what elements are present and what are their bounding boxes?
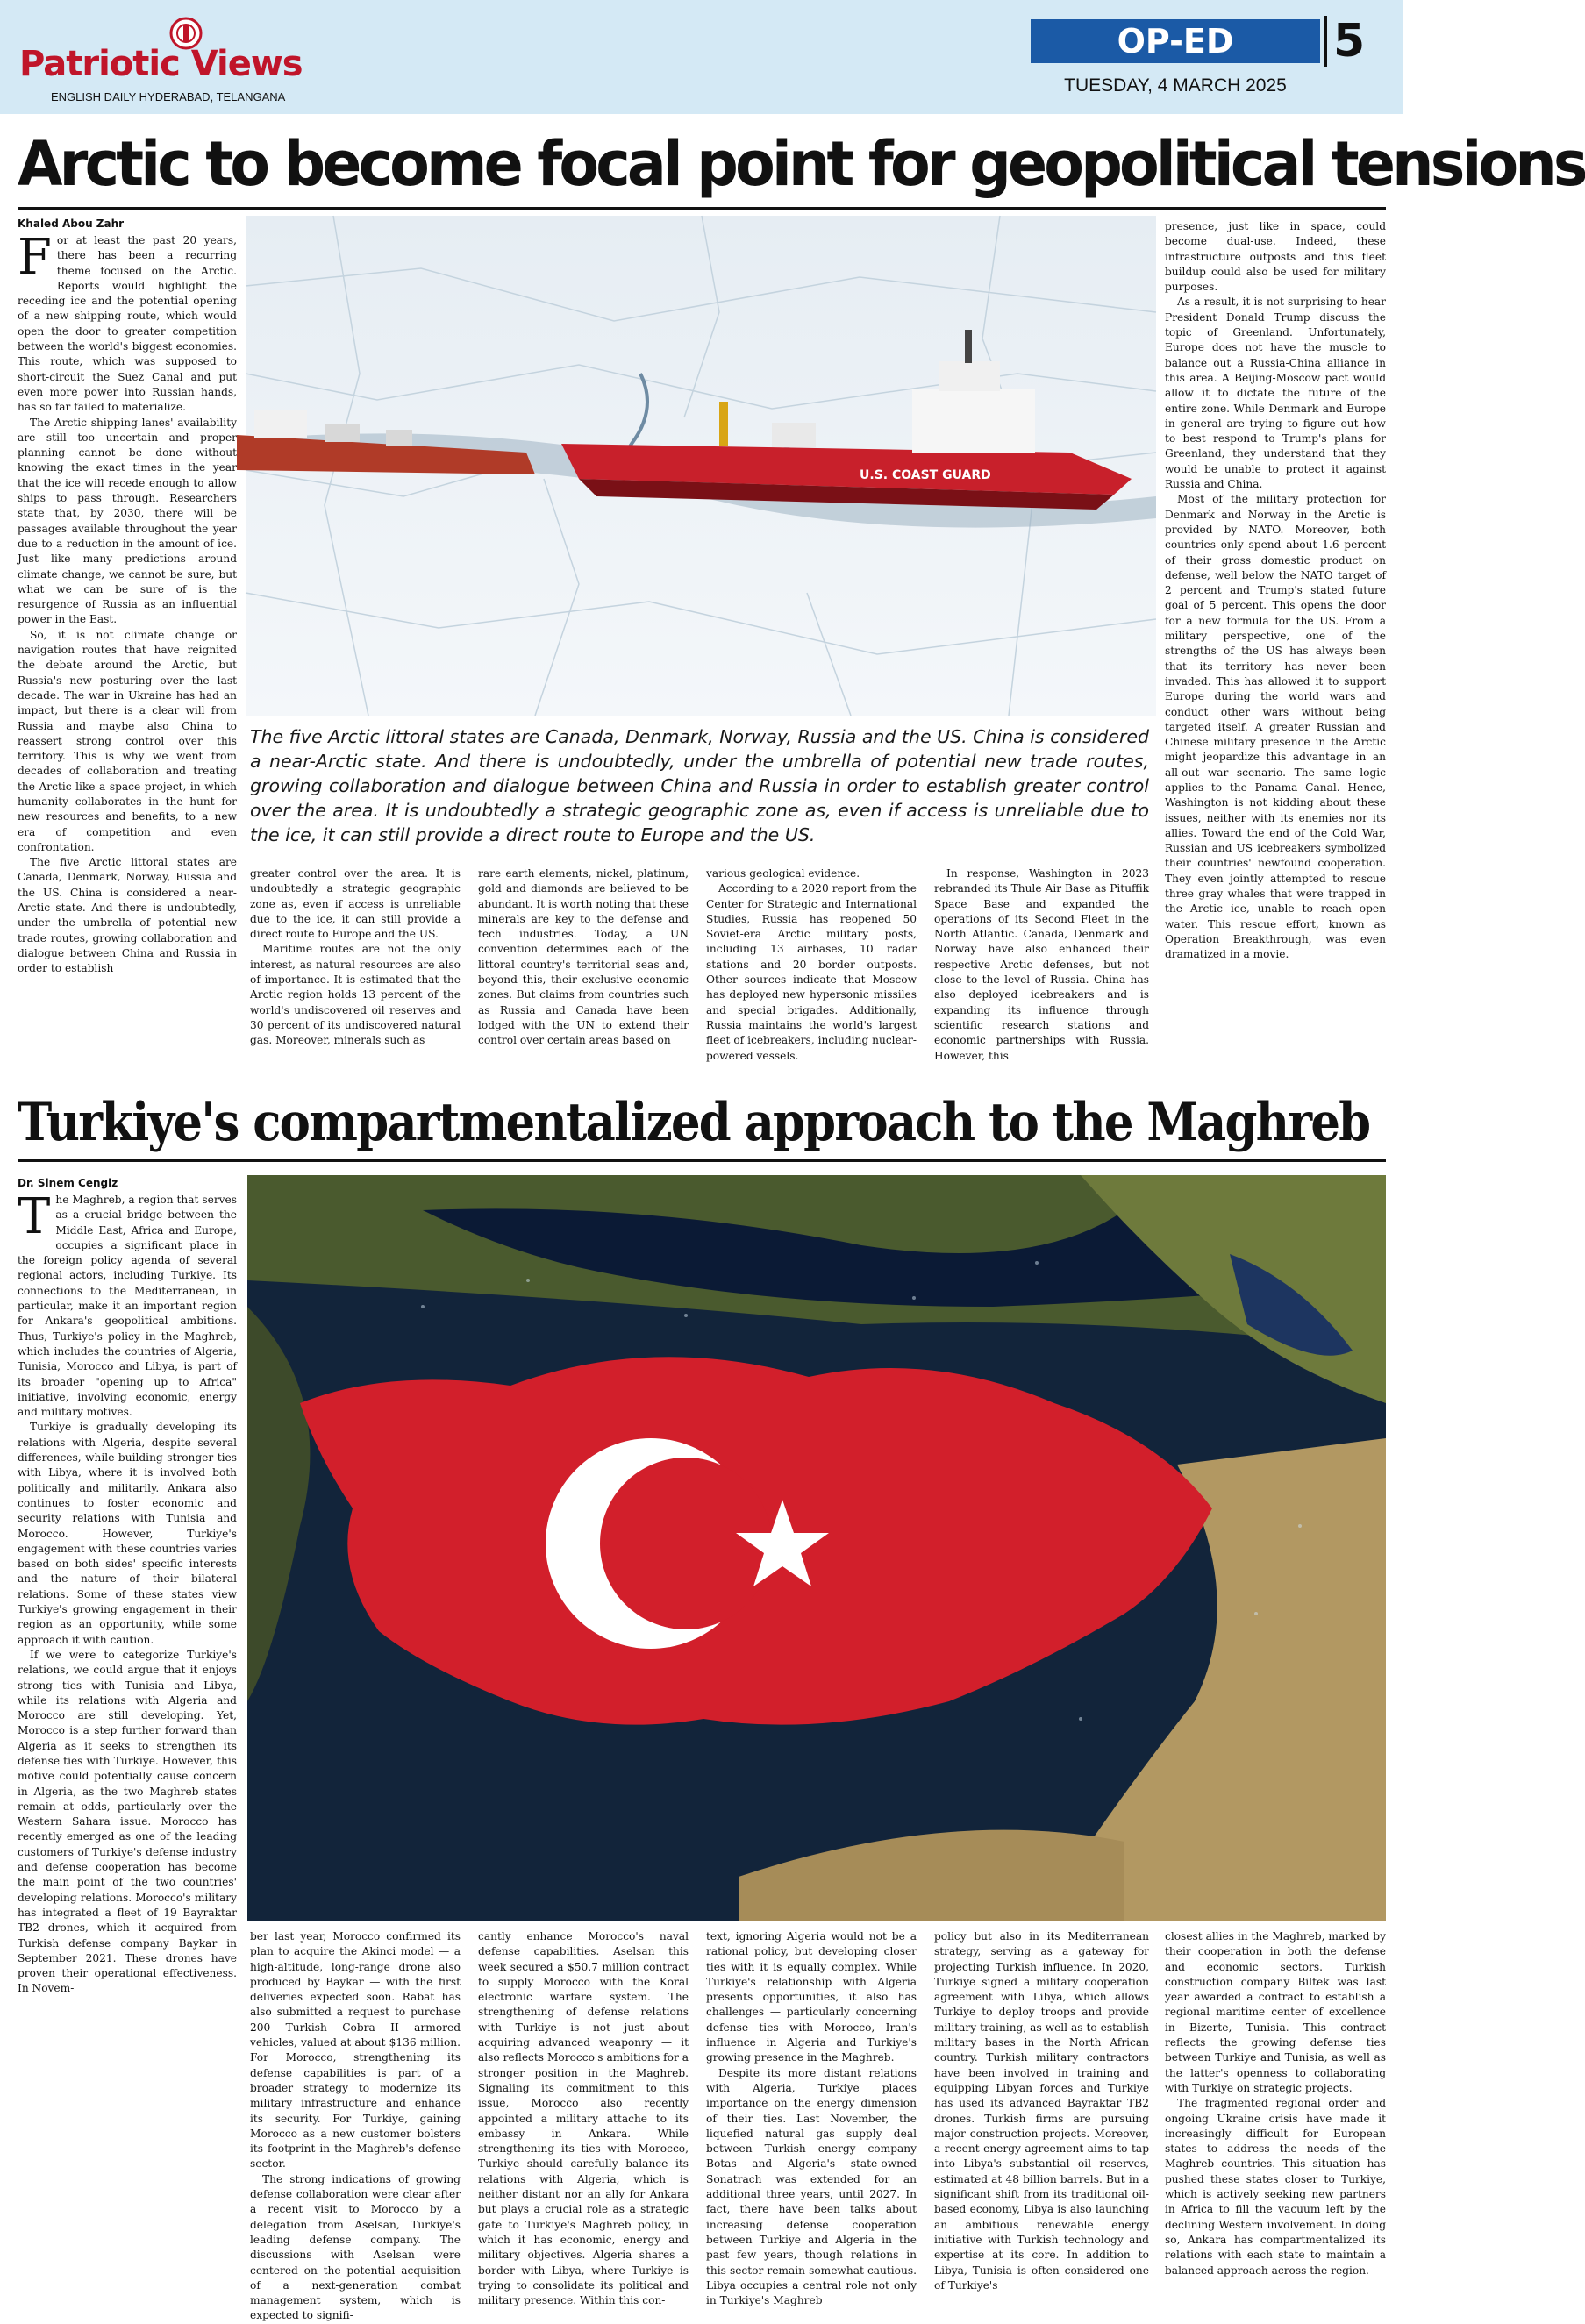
article2-byline: Dr. Sinem Cengiz [18, 1177, 118, 1189]
paragraph: various geological evidence. [706, 867, 860, 880]
article2-rule [18, 1159, 1386, 1162]
paragraph: text, ignoring Algeria would not be a rational policy, but developing closer ties with it is equally complex. While Turkiye's relationship with Algeria presents opportunities, it also has challenges — particularly concerning defense ties with Morocco, Iran's influence in Algeria and Turkiye's growing presence in the Maghreb. [706, 1930, 917, 2064]
paragraph: The five Arctic littoral states are Canada, Denmark, Norway, Russia and the US. China is considered a near-Arctic state. And there is undoubtedly, under the umbrella of potential new trade routes, growing collaboration and dialogue between China and Russia in order to establish [18, 856, 237, 975]
paragraph: According to a 2020 report from the Center for Strategic and International Studies, Russia has reopened 50 Soviet-era Arctic military posts, including 13 airbases, 10 radar stations and 20 border outposts. Other sources indicate that Moscow has deployed new hypersonic missiles and special brigades. Additionally, Russia maintains the world's largest fleet of icebreakers, including nuclear-powered vessels. [706, 882, 917, 1062]
dropcap: T [18, 1188, 51, 1245]
section-label: OP-ED [1031, 19, 1320, 63]
paragraph: presence, just like in space, could become dual-use. Indeed, these infrastructure outposts and this fleet buildup could also be used for military purposes. [1165, 220, 1386, 294]
article2-column-4 [706, 1929, 917, 2307]
paragraph: Most of the military protection for Denmark and Norway in the Arctic is provided by NATO. Moreover, both countries only spend about 1.6 percent of their gross domestic product on defense, well below the NATO target of 2 percent and Trump's stated future goal of 5 percent. This opens the door for a new formula for the US. From a military perspective, one of the strengths of the US has always been that its territory has never been invaded. This has allowed it to support Europe during the world wars and conduct other wars without being targeted itself. A greater Russian and Chinese military presence in the Arctic might jeopardize this advantage in an all-out war scenario. The same logic applies to the Panama Canal. Hence, Washington is not kidding about these issues, neither with its enemies nor its allies. Toward the end of the Cold War, Russian and US icebreakers symbolized their countries' newfound cooperation. They even jointly attempted to rescue three gray whales that were trapped in the Arctic ice, unable to reach open water. This rescue effort, known as Operation Breakthrough, was even dramatized in a movie. [1165, 493, 1386, 961]
paragraph: Despite its more distant relations with Algeria, Turkiye places importance on the energy dimension of their ties. Last November, the liquefied natural gas supply deal between Turkish energy company Botas and Algeria's state-owned Sonatrach was extended for an additional three years, until 2027. In fact, there have been talks about increasing defense cooperation between Turkiye and Algeria in the past few years, though relations in this sector remain somewhat cautious. Libya occupies a central role not only in Turkiye's Maghreb [706, 2066, 917, 2307]
paragraph: greater control over the area. It is undoubtedly a strategic geographic zone as, even if access is unreliable due to the ice, it can still provide a direct route to Europe and the US. [250, 867, 461, 941]
article1-headline: Arctic to become focal point for geopolitical tensions [18, 128, 1585, 200]
logo-title: Patriotic Views [19, 44, 303, 84]
newspaper-logo[interactable] [19, 16, 318, 103]
section-header [1031, 15, 1366, 68]
paragraph: The strong indications of growing defense collaboration were clear after a recent visit to Morocco by a delegation from Aselsan, Turkiye's leading defense company. The discussions with Aselsan were centered on the potential acquisition of a next-generation combat management system, which is expected to signifi- [250, 2172, 461, 2322]
paragraph: So, it is not climate change or navigation routes that have reignited the debate around the Arctic, but Russia's new posturing over the last decade. The war in Ukraine has had an impact, but there is a clear will from Russia and maybe also China to reassert strong control over this territory. This is why we went from decades of collaboration and treating the Arctic like a space project, in which humanity collaborates in the hunt for new resources and benefits, to a new era of competition and even confrontation. [18, 628, 237, 853]
section-divider [1324, 16, 1327, 67]
page-number: 5 [1333, 15, 1366, 68]
paragraph: closest allies in the Maghreb, marked by their cooperation in both the defense and economic sectors. Turkish construction company Biltek was last year awarded a contract to establish a regional maritime center of excellence in Bizerte, Tunisia. This contract reflects the growing defense ties between Turkiye and Tunisia, as well as the latter's openness to collaborating with Turkiye on strategic projects. [1165, 1930, 1386, 2094]
article2-column-3 [478, 1929, 689, 2307]
article2-column-5 [934, 1929, 1149, 2292]
paragraph: Maritime routes are not the only interest, as natural resources are also of importance. It is estimated that the Arctic region holds 13 percent of the world's undiscovered oil reserves and 30 percent of its undiscovered natural gas. Moreover, minerals such as [250, 943, 461, 1047]
article1-column-1 [18, 229, 237, 1075]
turkey-flag-map-icon [247, 1175, 1386, 1921]
article2-column-2 [250, 1929, 461, 2322]
article1-rule [18, 207, 1386, 210]
dropcap: F [18, 229, 52, 286]
article1-photo-caption: The five Arctic littoral states are Canada, Denmark, Norway, Russia and the US. China is considered a near-Arctic state. And there is undoubtedly, under the umbrella of potential new trade routes, growing collaboration and dialogue between China and Russia in order to establish greater control over the area. It is undoubtedly a strategic geographic zone as, even if access is unreliable due to the ice, it can still provide a direct route to Europe and the US. [250, 726, 1149, 845]
article1-column-4 [706, 866, 917, 1077]
article2-headline: Turkiye's compartmentalized approach to the Maghreb [18, 1092, 1370, 1153]
paragraph: ber last year, Morocco confirmed its plan to acquire the Akinci model — a high-altitude, long-range drone also produced by Baykar — with the first deliveries expected soon. Rabat has also submitted a request to purchase 200 Turkish Cobra II armored vehicles, valued at about $136 million. For Morocco, strengthening its defense capabilities is part of a broader strategy to modernize its military infrastructure and enhance its security. For Turkiye, gaining Morocco as a new customer bolsters its footprint in the Maghreb's defense sector. [250, 1930, 461, 2171]
article1-column-3 [478, 866, 689, 1077]
paragraph: In response, Washington in 2023 rebranded its Thule Air Base as Pituffik Space Base and expanded the operations of its Second Fleet in the North Atlantic. Canada, Denmark and Norway have also enhanced their respective Arctic defenses, but not close to the level of Russia. China has also deployed icebreakers and is expanding its influence through scientific research stations and economic partnerships with Russia. However, this [934, 867, 1149, 1062]
paragraph: The fragmented regional order and ongoing Ukraine crisis have made it increasingly difficult for European states to address the needs of the Maghreb countries. This situation has pushed these states closer to Turkiye, which is actively seeking new partners in Africa to fill the vacuum left by the declining Western involvement. In doing so, Ankara has compartmentalized its relations with each state to maintain a balanced approach across the region. [1165, 2097, 1386, 2277]
article1-column-5 [934, 866, 1149, 1077]
paragraph: policy but also in its Mediterranean strategy, serving as a gateway for projecting Turkish influence. In 2020, Turkiye signed a military cooperation agreement with Libya, which allows Turkiye to deploy troops and provide military training, as well as to establish military bases in the North African country. Turkish military contractors have been involved in training and equipping Libyan forces and Turkiye has used its advanced Bayraktar TB2 drones. Turkish firms are pursuing major construction projects. Moreover, a recent energy agreement aims to tap into Libya's substantial oil reserves, estimated at 48 billion barrels. But in a significant shift from its traditional oil-based economy, Libya is also launching an ambitious renewable energy initiative with Turkish technology and expertise at its core. In addition to Libya, Tunisia is often considered one of Turkiye's [934, 1930, 1149, 2292]
paragraph: rare earth elements, nickel, platinum, gold and diamonds are believed to be abundant. It is worth noting that these minerals are key to the defense and tech industries. Today, a UN convention determines each of the littoral country's territorial seas and, beyond this, their exclusive economic zones. But claims from countries such as Russia and Canada have been lodged with the UN to extend their control over certain areas based on [478, 867, 689, 1047]
paragraph: If we were to categorize Turkiye's relations, we could argue that it enjoys strong ties with Tunisia and Libya, while its relations with Algeria and Morocco are still developing. Yet, Morocco is a step further forward than Algeria as it seeks to strengthen its defense ties with Turkiye. However, this motive could potentially cause concern in Algeria, as the two Maghreb states remain at odds, particularly over the Western Sahara issue. Morocco has recently emerged as one of the leading customers of Turkiye's defense industry and defense cooperation has become the main point of the two countries' developing relations. Morocco's military has integrated a fleet of 19 Bayraktar TB2 drones, which it acquired from Turkish defense company Baykar in September 2021. These drones have proven their operational effectiveness. In Novem- [18, 1648, 237, 1995]
paragraph: he Maghreb, a region that serves as a crucial bridge between the Middle East, Africa and Europe, occupies a significant place in the foreign policy agenda of several regional actors, including Turkiye. Its connections to the Mediterranean, in particular, make it an important region for Ankara's geopolitical ambitions. Thus, Turkiye's policy in the Maghreb, which includes the countries of Algeria, Tunisia, Morocco and Libya, is part of its broader "opening up to Africa" initiative, involving economic, energy and military motives. [18, 1194, 237, 1419]
article1-column-6 [1165, 219, 1386, 1077]
article1-byline: Khaled Abou Zahr [18, 217, 125, 230]
issue-date: TUESDAY, 4 MARCH 2025 [1064, 75, 1287, 96]
paragraph: Turkiye is gradually developing its relations with Algeria, despite several differences, while building stronger ties with Libya, where it is involved both politically and militarily. Ankara also continues to foster economic and security relations with Tunisia and Morocco. However, Turkiye's engagement with these countries varies based on both sides' specific interests and the nature of their bilateral relations. Some of these states view Turkiye's growing engagement in their region as an opportunity, while some approach it with caution. [18, 1421, 237, 1646]
article1-column-2 [250, 866, 461, 1077]
masthead [0, 0, 1403, 114]
article1-photo [246, 216, 1156, 716]
article2-column-6 [1165, 1929, 1386, 2277]
paragraph: or at least the past 20 years, there has been a recurring theme focused on the Arctic. Reports would highlight the receding ice and the potential opening of a new shipping route, which would open the door to greater competition between the world's biggest economies. This route, which was supposed to short-circuit the Suez Canal and put even more power into Russian hands, has so far failed to materialize. [18, 234, 237, 414]
ship-hull-label: U.S. COAST GUARD [860, 468, 991, 482]
paragraph: The Arctic shipping lanes' availability are still too uncertain and proper planning cannot be done without knowing the exact times in the year that the ice will recede enough to allow ships to pass through. Researchers state that, by 2030, there will be passages available throughout the year due to a reduction in the amount of ice. Just like many predictions around climate change, we cannot be sure, but what we can be sure of is the resurgence of Russia as an influential power in the East. [18, 416, 237, 626]
article2-photo [247, 1175, 1386, 1921]
arctic-icebreakers-icon [246, 216, 1156, 716]
article2-column-1 [18, 1188, 237, 2153]
paragraph: cantly enhance Morocco's naval defense capabilities. Aselsan this week secured a $50.7 million contract to supply Morocco with the Koral electronic warfare system. The strengthening of defense relations with Turkiye is not just about acquiring advanced weaponry — it also reflects Morocco's ambitions for a stronger position in the Maghreb. Signaling its commitment to this issue, Morocco also recently appointed a military attache to its embassy in Ankara. While strengthening its ties with Morocco, Turkiye should carefully balance its relations with Algeria, which is neither distant nor an ally for Ankara but plays a crucial role as a strategic gate to Turkiye's Maghreb policy, in which it has economic, energy and military objectives. Algeria shares a border with Libya, where Turkiye is trying to consolidate its political and military presence. Within this con- [478, 1930, 689, 2307]
logo-subtitle: ENGLISH DAILY HYDERABAD, TELANGANA [51, 90, 286, 103]
paragraph: As a result, it is not surprising to hear President Donald Trump discuss the topic of Greenland. Unfortunately, Europe does not have the muscle to balance out a Russia-China alliance in this area. A Beijing-Moscow pact would allow it to dictate the future of the entire zone. While Denmark and Europe in general are trying to figure out how to best respond to Trump's plans for Greenland, they understand that they would be unable to protect it against Russia and China. [1165, 296, 1386, 491]
